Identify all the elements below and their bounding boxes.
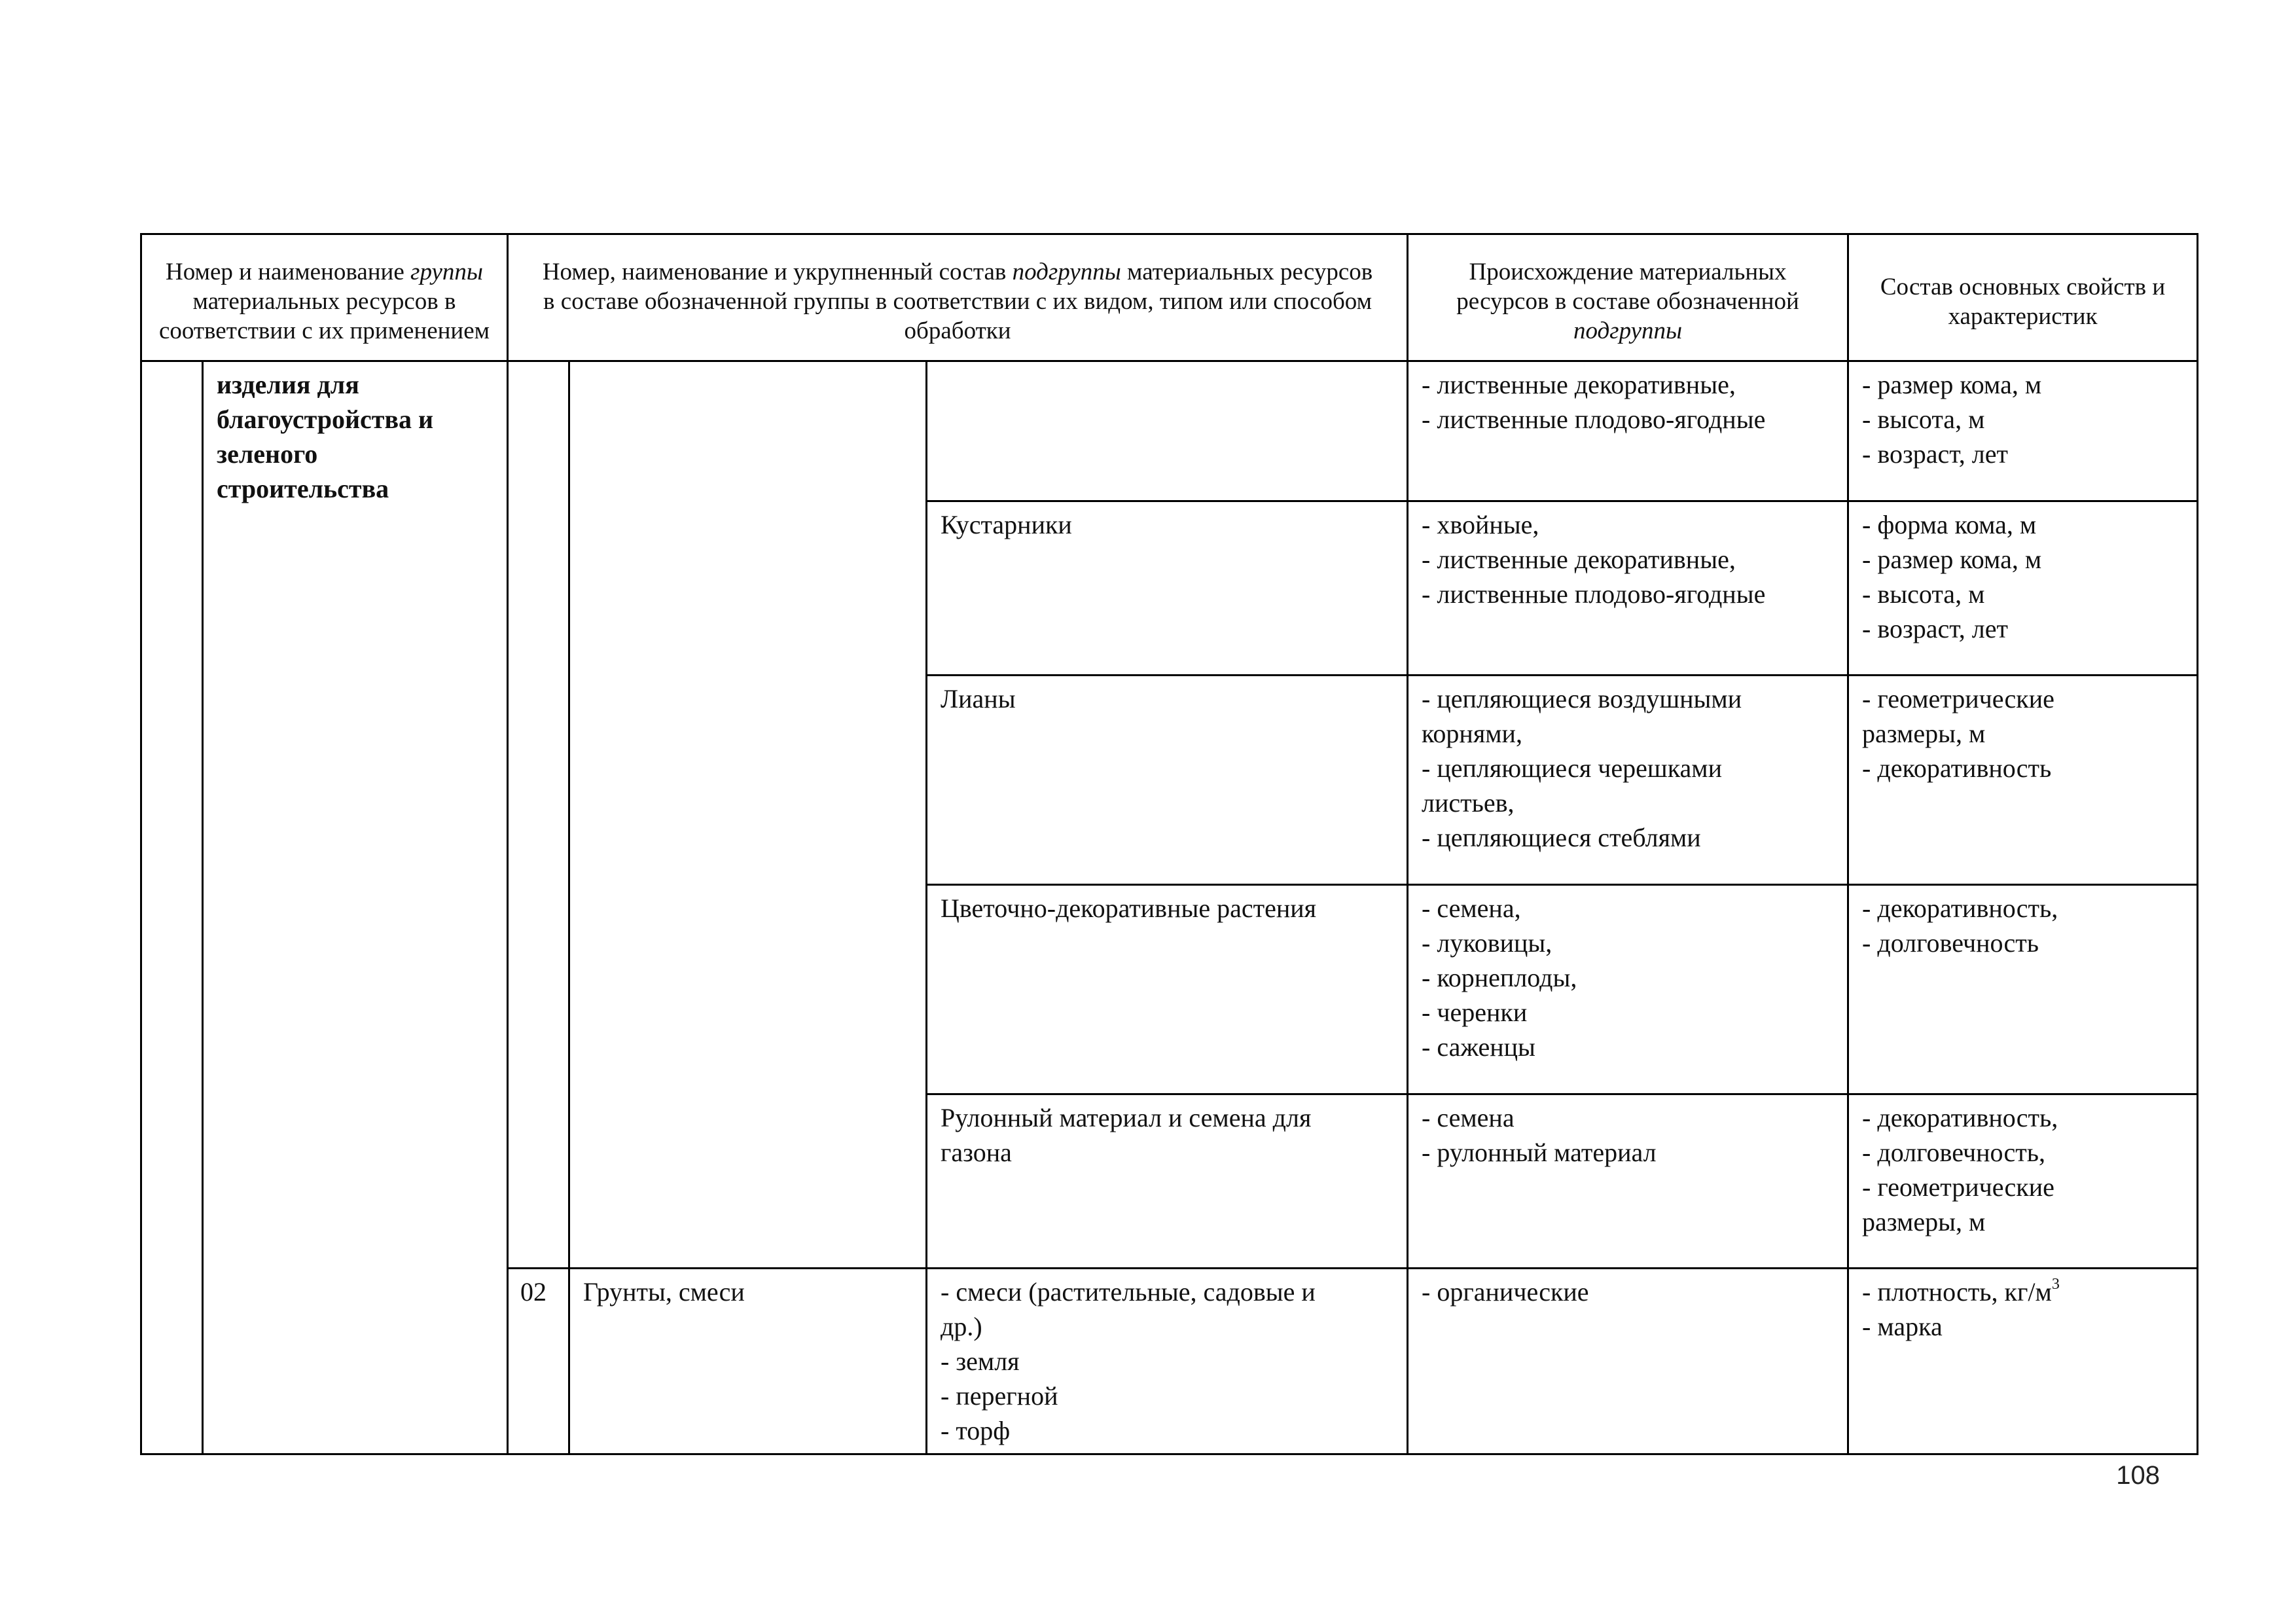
header-group-text-after: материальных ресурсов в соответствии с их применением: [158, 288, 490, 344]
properties-cell: [1848, 501, 2198, 676]
item-name-cell: [927, 1269, 1408, 1454]
origin-line: - саженцы: [1422, 1032, 1535, 1062]
property-line: - возраст, лет: [1862, 439, 2008, 469]
header-subgroup-text-after: материальных ресурсов в составе обозначенной группы в соответствии с их видом, типом или способом обработки: [543, 259, 1373, 344]
properties-cell: [1848, 885, 2198, 1094]
group-name-line: строительства: [217, 474, 389, 503]
density-text: - плотность, кг/м: [1862, 1277, 2052, 1307]
property-line: [1862, 1274, 2183, 1309]
item-name-cell: Цветочно-декоративные растения: [927, 885, 1408, 1094]
origin-line: - рулонный материал: [1422, 1138, 1657, 1167]
materials-table: [140, 233, 2198, 1455]
superscript-3: 3: [2051, 1276, 2060, 1293]
group-name-line: благоустройства и: [217, 405, 434, 434]
subgroup-name-cell: Грунты, смеси: [569, 1269, 927, 1454]
header-properties-cell: [1848, 234, 2198, 361]
property-line: - декоративность,: [1862, 893, 2058, 923]
composition-line: др.): [941, 1312, 982, 1341]
page-number: 108: [2116, 1461, 2160, 1490]
properties-cell: [1848, 361, 2198, 501]
composition-line: - перегной: [941, 1381, 1058, 1411]
header-group-cell: [141, 234, 508, 361]
header-properties-text: Состав основных свойств и характеристик: [1880, 273, 2166, 330]
header-row: [141, 234, 2198, 361]
header-group-text-italic: группы: [410, 259, 483, 285]
origin-line: - лиственные плодово-ягодные: [1422, 579, 1766, 609]
origin-line: корнями,: [1422, 719, 1522, 748]
property-line: размеры, м: [1862, 719, 1986, 748]
item-name-cell: Кустарники: [927, 501, 1408, 676]
composition-line: - торф: [941, 1416, 1011, 1445]
property-line: - марка: [1862, 1312, 1943, 1341]
header-subgroup-cell: [508, 234, 1408, 361]
origin-line: - лиственные декоративные,: [1422, 545, 1736, 574]
property-line: размеры, м: [1862, 1207, 1986, 1236]
item-name-line: газона: [941, 1138, 1012, 1167]
header-subgroup-text-italic: подгруппы: [1012, 259, 1121, 285]
property-line: - размер кома, м: [1862, 370, 2042, 399]
origin-line: - хвойные,: [1422, 510, 1539, 539]
group-code-cell: [141, 361, 203, 1454]
subgroup-name-cell: [569, 361, 927, 1269]
origin-cell: [1408, 1269, 1848, 1454]
property-line: - высота, м: [1862, 405, 1985, 434]
property-line: - геометрические: [1862, 684, 2054, 713]
origin-line: - цепляющиеся черешками: [1422, 753, 1722, 783]
header-origin-text-italic: подгруппы: [1573, 317, 1683, 344]
origin-cell: [1408, 885, 1848, 1094]
origin-line: - цепляющиеся воздушными: [1422, 684, 1742, 713]
origin-line: - корнеплоды,: [1422, 963, 1577, 992]
subgroup-code-cell: [508, 361, 569, 1269]
origin-cell: [1408, 1094, 1848, 1269]
origin-line: - луковицы,: [1422, 928, 1552, 958]
origin-line: - черенки: [1422, 998, 1528, 1027]
property-line: - декоративность: [1862, 753, 2052, 783]
header-origin-text-before: Происхождение материальных ресурсов в составе обозначенной: [1456, 259, 1799, 315]
property-line: - декоративность,: [1862, 1103, 2058, 1132]
properties-cell: [1848, 1269, 2198, 1454]
properties-cell: [1848, 1094, 2198, 1269]
origin-line: листьев,: [1422, 788, 1515, 818]
property-line: - высота, м: [1862, 579, 1985, 609]
property-line: - форма кома, м: [1862, 510, 2037, 539]
origin-cell: [1408, 361, 1848, 501]
subgroup-code-cell: 02: [508, 1269, 569, 1454]
property-line: - размер кома, м: [1862, 545, 2042, 574]
properties-cell: [1848, 676, 2198, 885]
property-line: - геометрические: [1862, 1172, 2054, 1202]
property-line: - долговечность: [1862, 928, 2039, 958]
item-name-line: Рулонный материал и семена для: [941, 1103, 1312, 1132]
origin-cell: [1408, 501, 1848, 676]
item-name-cell: [927, 361, 1408, 501]
origin-cell: [1408, 676, 1848, 885]
header-subgroup-text-before: Номер, наименование и укрупненный состав: [542, 259, 1007, 285]
property-line: - долговечность,: [1862, 1138, 2045, 1167]
origin-line: - лиственные декоративные,: [1422, 370, 1736, 399]
group-name-line: зеленого: [217, 439, 318, 469]
group-name-cell: [203, 361, 508, 1454]
table-row: [141, 361, 2198, 501]
header-group-text-before: Номер и наименование: [166, 259, 404, 285]
header-origin-cell: [1408, 234, 1848, 361]
origin-line: - семена,: [1422, 893, 1521, 923]
origin-line: - цепляющиеся стеблями: [1422, 823, 1701, 852]
item-name-cell: Лианы: [927, 676, 1408, 885]
composition-line: - смеси (растительные, садовые и: [941, 1277, 1316, 1307]
composition-line: - земля: [941, 1346, 1020, 1376]
property-line: - возраст, лет: [1862, 614, 2008, 643]
origin-line: - лиственные плодово-ягодные: [1422, 405, 1766, 434]
origin-line: - семена: [1422, 1103, 1515, 1132]
group-name-line: изделия для: [217, 370, 359, 399]
origin-line: - органические: [1422, 1277, 1589, 1307]
item-name-cell: [927, 1094, 1408, 1269]
